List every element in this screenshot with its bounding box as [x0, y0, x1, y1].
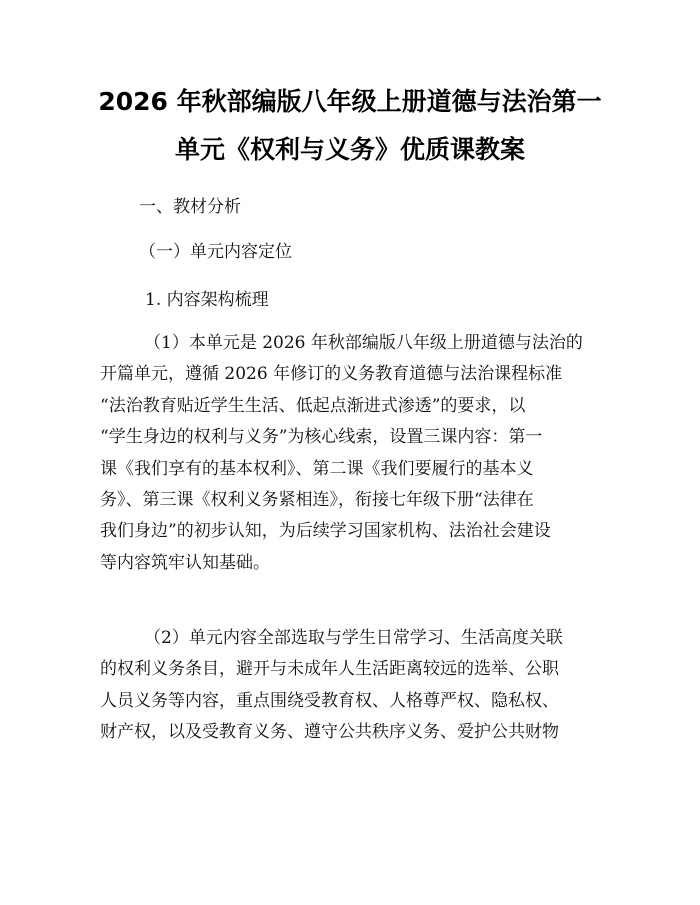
paragraph-line: 财产权，以及受教育义务、遵守公共秩序义务、爱护公共财物 [100, 722, 559, 743]
subsection-heading: （一）单元内容定位 [139, 242, 292, 262]
paragraph-line: “学生身边的权利与义务”为核心线索，设置三课内容：第一 [100, 427, 543, 448]
paragraph-line: （2）单元内容全部选取与学生日常学习、生活高度关联 [144, 628, 563, 648]
document-title-line-1: 2026 年秋部编版八年级上册道德与法治第一 [98, 87, 602, 116]
section-heading: 一、教材分析 [139, 197, 241, 217]
paragraph-line: 的权利义务条目，避开与未成年人生活距离较远的选举、公职 [100, 659, 559, 680]
paragraph-line: 开篇单元，遵循 2026 年修订的义务教育道德与法治课程标准 [100, 364, 563, 385]
paragraph-line: 课《我们享有的基本权利》、第二课《我们要履行的基本义 [100, 458, 534, 479]
paragraph-2 [100, 623, 600, 749]
paragraph-line: “法治教育贴近学生生活、低起点渐进式渗透”的要求，以 [100, 395, 526, 416]
paragraph-1 [100, 328, 600, 579]
paragraph-line: （1）本单元是 2026 年秋部编版八年级上册道德与法治的 [144, 333, 583, 353]
paragraph-line: 等内容筑牢认知基础。 [100, 552, 270, 573]
paragraph-line: 务》、第三课《权利义务紧相连》，衔接七年级下册“法律在 [100, 489, 534, 510]
paragraph-line: 人员义务等内容，重点围绕受教育权、人格尊严权、隐私权、 [100, 690, 559, 711]
item-heading: 1. 内容架构梳理 [145, 290, 269, 310]
document-title-line-2: 单元《权利与义务》优质课教案 [174, 135, 525, 164]
paragraph-line: 我们身边”的初步认知，为后续学习国家机构、法治社会建设 [100, 521, 551, 542]
